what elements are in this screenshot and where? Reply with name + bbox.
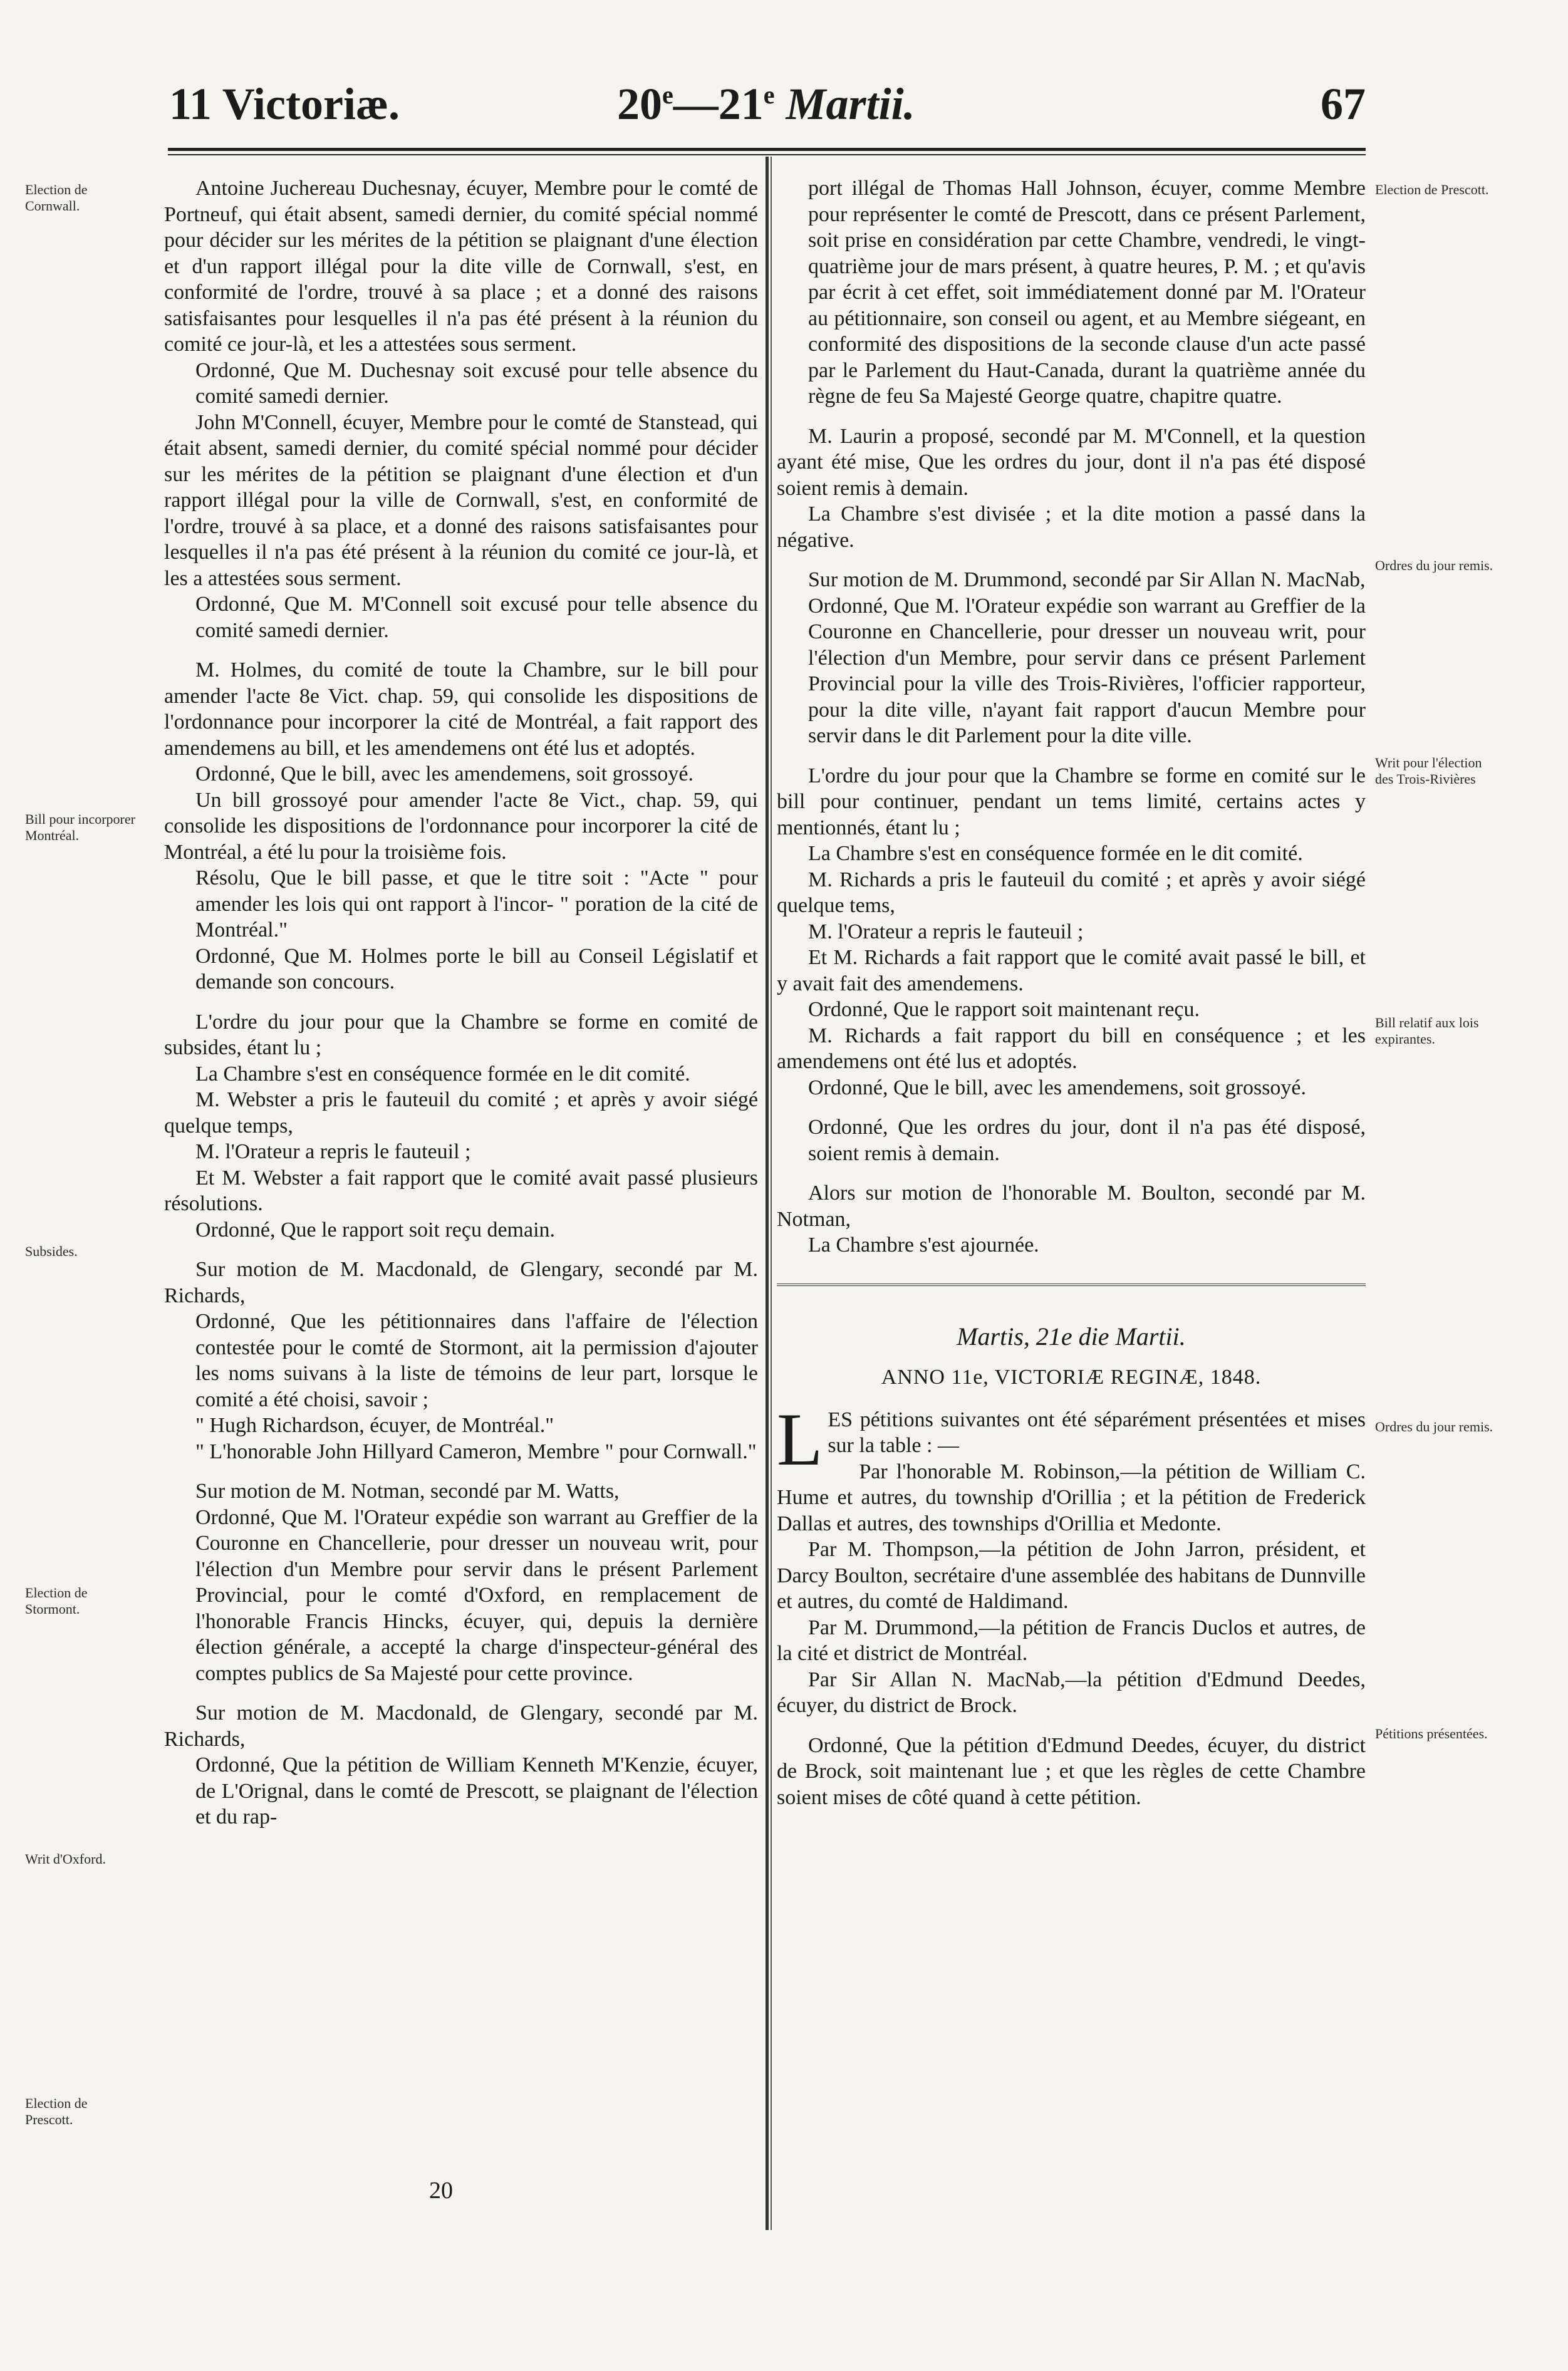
column-divider-thin: [771, 157, 772, 2230]
margin-note: Subsides.: [25, 1243, 78, 1259]
margin-note: Election de Stormont.: [25, 1585, 88, 1617]
right-column: [777, 175, 1366, 1810]
header-rule-thin: [168, 154, 1366, 155]
paragraph: M. Holmes, du comité de toute la Chambre, sur le bill pour amender l'acte 8e Vict. chap. 59, qui consolide les dispositions de l'ordonnance pour incorporer la cité de Montréal, a fait rapport des amendemens au bill, et les amendemens ont été lus et adoptés.: [164, 658, 758, 760]
paragraph: L'ordre du jour pour que la Chambre se forme en comité de subsides, étant lu ;: [164, 1010, 758, 1059]
paragraph: M. Laurin a proposé, secondé par M. M'Connell, et la question ayant été mise, Que les ordres du jour, dont il n'a pas été disposé soient remis à demain.: [777, 424, 1366, 500]
regnal-year-heading: ANNO 11e, VICTORIÆ REGINÆ, 1848.: [881, 1366, 1262, 1389]
paragraph: Ordonné, Que la pétition d'Edmund Deedes, écuyer, du district de Brock, soit maintenant lue ; et que les règles de cette Chambre soient mises de côté quand à cette pétition.: [777, 1733, 1366, 1809]
sitting-date: Martis, 21e die Martii.: [957, 1322, 1186, 1351]
paragraph: Ordonné, Que les pétitionnaires dans l'affaire de l'élection contestée pour le comté de Stormont, ait la permission d'ajouter les noms suivans à la liste de témoins de leur part, lorsque le comité a été choisi, savoir ;: [195, 1310, 758, 1411]
header-dates: 20e—21e Martii.: [617, 79, 915, 129]
paragraph: La Chambre s'est en conséquence formée en le dit comité.: [808, 842, 1303, 865]
drop-cap: L: [777, 1397, 823, 1481]
paragraph: port illégal de Thomas Hall Johnson, écuyer, comme Membre pour représenter le comté de Prescott, dans ce présent Parlement, soit prise en considération par cette Chambre, vendredi, le vingt-quatrième jour de mars présent, à quatre heures, P. M. ; et qu'avis par écrit à cet effet, soit immédiatement donné par M. l'Orateur au pétitionnaire, son conseil ou agent, et au Membre siégeant, en conformité des dispositions de la seconde clause d'un acte passé par le Parlement du Haut-Canada, durant la quatrième année du règne de feu Sa Majesté George quatre, chapitre quatre.: [808, 177, 1366, 408]
paragraph: Sur motion de M. Macdonald, de Glengary, secondé par M. Richards,: [164, 1258, 758, 1307]
paragraph: M. Webster a pris le fauteuil du comité ; et après y avoir siégé quelque temps,: [164, 1088, 758, 1138]
paragraph: Sur motion de M. Drummond, secondé par Sir Allan N. MacNab,: [808, 568, 1366, 591]
paragraph: Ordonné, Que le bill, avec les amendemens, soit grossoyé.: [808, 1076, 1307, 1099]
paragraph: L'ordre du jour pour que la Chambre se forme en comité sur le bill pour continuer, pendant un tems limité, certains actes y mentionnés, étant lu ;: [777, 764, 1366, 839]
margin-note: Election de Prescott.: [25, 2095, 88, 2127]
paragraph: [777, 1397, 1366, 1481]
paragraph: Ordonné, Que M. l'Orateur expédie son warrant au Greffier de la Couronne en Chancellerie, pour dresser un nouveau writ, pour l'élection d'un Membre pour servir dans le présent Parlement Provincial, pour le comté d'Oxford, en remplacement de l'honorable Francis Hincks, écuyer, qui, depuis la dernière élection générale, a accepté la charge d'inspecteur-général des comptes publics de Sa Majesté pour cette province.: [195, 1505, 758, 1685]
margin-note: Writ d'Oxford.: [25, 1851, 106, 1867]
paragraph: Par M. Drummond,—la pétition de Francis Duclos et autres, de la cité et district de Montréal.: [777, 1616, 1366, 1665]
paragraph: Antoine Juchereau Duchesnay, écuyer, Membre pour le comté de Portneuf, qui était absent, samedi dernier, du comité spécial nommé pour décider sur les mérites de la pétition se plaignant d'une élection et d'un rapport illégal pour la dite ville de Cornwall, s'est, en conformité de l'ordre, trouvé à sa place ; et a donné des raisons satisfaisantes pour lesquelles il n'a pas été présent à la réunion du comité ce jour-là, et les a attestées sous serment.: [164, 177, 758, 356]
paragraph: Et M. Webster a fait rapport que le comité avait passé plusieurs résolutions.: [164, 1166, 758, 1215]
paragraph: La Chambre s'est ajournée.: [808, 1233, 1039, 1257]
header-regnal-year: 11 Victoriæ.: [169, 79, 400, 129]
paragraph: Par Sir Allan N. MacNab,—la pétition d'Edmund Deedes, écuyer, du district de Brock.: [777, 1668, 1366, 1717]
signature-mark: 20: [429, 2177, 453, 2204]
paragraph: Ordonné, Que M. Duchesnay soit excusé pour telle absence du comité samedi dernier.: [195, 358, 758, 408]
petitions-intro: ES pétitions suivantes ont été séparément présentées et mises sur la table : —: [828, 1408, 1366, 1457]
margin-note: Writ pour l'élection des Trois-Rivières: [1375, 755, 1482, 787]
paragraph: Un bill grossoyé pour amender l'acte 8e Vict., chap. 59, qui consolide les dispositions de l'ordonnance pour incorporer la cité de Montréal, a été lu pour la troisième fois.: [164, 788, 758, 864]
paragraph: Ordonné, Que M. l'Orateur expédie son warrant au Greffier de la Couronne en Chancellerie, pour dresser un nouveau writ, pour l'élection d'un Membre, pour servir dans ce présent Parlement Provincial pour la ville des Trois-Rivières, l'officier rapporteur, pour la dite ville, n'ayant fait rapport d'aucun Membre pour servir dans le dit Parlement pour la dite ville.: [808, 594, 1366, 747]
paragraph: Alors sur motion de l'honorable M. Boulton, secondé par M. Notman,: [777, 1181, 1366, 1231]
margin-note: Bill relatif aux lois expirantes.: [1375, 1015, 1479, 1047]
paragraph: Sur motion de M. Macdonald, de Glengary, secondé par M. Richards,: [164, 1701, 758, 1751]
page-number: 67: [1321, 79, 1366, 129]
margin-note: Pétitions présentées.: [1375, 1726, 1488, 1741]
paragraph: La Chambre s'est en conséquence formée en le dit comité.: [195, 1062, 690, 1086]
paragraph: Résolu, Que le bill passe, et que le titre soit : "Acte " pour amender les lois qui ont rapport à l'incor- " poration de la cité de Montréal.": [195, 866, 758, 942]
margin-note: Ordres du jour remis.: [1375, 1419, 1493, 1435]
paragraph: John M'Connell, écuyer, Membre pour le comté de Stanstead, qui était absent, samedi dernier, du comité spécial nommé pour décider sur les mérites de la pétition se plaignant d'une élection et d'un rapport illégal pour la ville de Cornwall, s'est, en conformité de l'ordre, trouvé à sa place, et a donné des raisons satisfaisantes pour lesquelles il n'a pas été présent à la réunion du comité ce jour-là, et les a attestées sous serment.: [164, 410, 758, 590]
paragraph: Sur motion de M. Notman, secondé par M. Watts,: [195, 1480, 620, 1503]
paragraph: Ordonné, Que le rapport soit maintenant reçu.: [808, 998, 1200, 1021]
margin-note: Ordres du jour remis.: [1375, 558, 1493, 573]
margin-note: Election de Cornwall.: [25, 182, 88, 214]
paragraph: Ordonné, Que les ordres du jour, dont il n'a pas été disposé, soient remis à demain.: [808, 1116, 1366, 1165]
paragraph: Par l'honorable M. Robinson,—la pétition de William C. Hume et autres, du township d'Orillia ; et la pétition de Frederick Dallas et autres, des townships d'Orillia et Medonte.: [777, 1460, 1366, 1535]
paragraph: Ordonné, Que le rapport soit reçu demain.: [195, 1218, 556, 1242]
paragraph: " Hugh Richardson, écuyer, de Montréal.": [195, 1414, 554, 1437]
paragraph: Par M. Thompson,—la pétition de John Jarron, président, et Darcy Boulton, secrétaire d'une assemblée des habitans de Dunnville et autres, du comté de Haldimand.: [777, 1538, 1366, 1613]
paragraph: M. l'Orateur a repris le fauteuil ;: [808, 920, 1084, 943]
page-header: [157, 78, 1366, 141]
margin-note: Election de Prescott.: [1375, 182, 1489, 197]
paragraph: M. Richards a fait rapport du bill en conséquence ; et les amendemens ont été lus et adoptés.: [777, 1024, 1366, 1073]
paragraph: La Chambre s'est divisée ; et la dite motion a passé dans la négative.: [777, 502, 1366, 552]
column-divider: [766, 157, 769, 2230]
left-column: [164, 175, 758, 1830]
paragraph: M. Richards a pris le fauteuil du comité ; et après y avoir siégé quelque tems,: [777, 868, 1366, 917]
section-separator: [777, 1284, 1366, 1286]
header-rule: [168, 148, 1366, 151]
paragraph: " L'honorable John Hillyard Cameron, Membre " pour Cornwall.": [195, 1440, 757, 1463]
paragraph: Ordonné, Que M. Holmes porte le bill au Conseil Législatif et demande son concours.: [195, 944, 758, 994]
paragraph: Et M. Richards a fait rapport que le comité avait passé le bill, et y avait fait des amendemens.: [777, 946, 1366, 995]
margin-note: Bill pour incorporer Montréal.: [25, 811, 135, 843]
paragraph: M. l'Orateur a repris le fauteuil ;: [195, 1140, 471, 1163]
paragraph: Ordonné, Que la pétition de William Kenneth M'Kenzie, écuyer, de L'Orignal, dans le comté de Prescott, se plaignant de l'élection et du rap-: [195, 1753, 758, 1829]
paragraph: Ordonné, Que M. M'Connell soit excusé pour telle absence du comité samedi dernier.: [195, 593, 758, 642]
paragraph: Ordonné, Que le bill, avec les amendemens, soit grossoyé.: [195, 762, 694, 786]
